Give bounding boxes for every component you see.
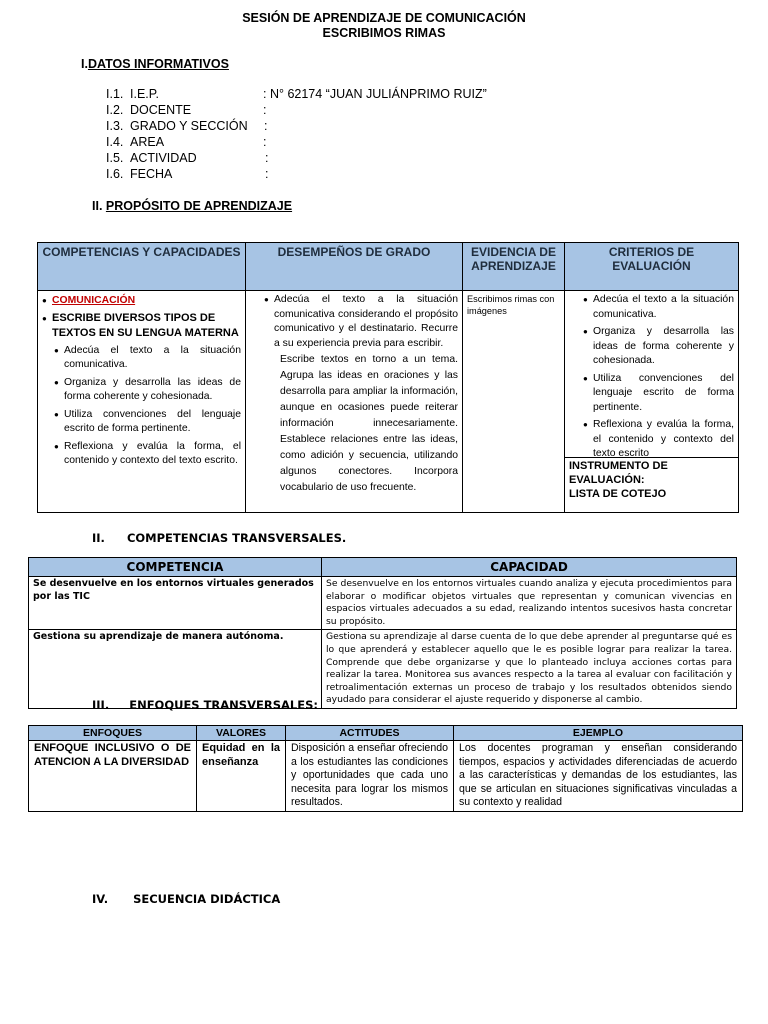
- info-label: DOCENTE: [130, 103, 192, 117]
- info-num: I.2.: [106, 103, 124, 117]
- info-label: GRADO Y SECCIÓN: [130, 119, 248, 133]
- capacidad-item: ● Organiza y desarrolla las ideas de forma coherente y cohesionada.: [54, 376, 241, 405]
- enfoques-table: [28, 725, 743, 812]
- valor-cell: Equidad en la enseñanza: [197, 741, 286, 812]
- section-title: DATOS INFORMATIVOS: [87, 57, 229, 71]
- area-item: [42, 294, 241, 309]
- header-enfoques: ENFOQUES: [29, 726, 197, 741]
- section-datos-heading: [81, 57, 229, 71]
- section-number: IV.: [92, 892, 109, 906]
- document-subtitle: ESCRIBIMOS RIMAS: [322, 26, 446, 40]
- instrumento-box: [565, 457, 738, 502]
- desempeno-text: Escribe textos en torno a un tema. Agrupa las ideas en oraciones y las desarrolla para ampliar la información, aunque en ocasiones puede reiterar información innecesariamente. Establece relaciones entre las ideas, como adición y secuencia, utilizando algunos conectores. Incorpora vocabulario de uso frecuente.: [280, 354, 458, 493]
- header-desempenos: DESEMPEÑOS DE GRADO: [246, 243, 463, 291]
- header-actitudes: ACTITUDES: [286, 726, 454, 741]
- cell-competencias: [38, 291, 246, 513]
- section-number: III.: [92, 698, 110, 712]
- competencia-cell: Se desenvuelve en los entornos virtuales generados por las TIC: [29, 577, 322, 630]
- capacidad-cell: Gestiona su aprendizaje al darse cuenta de lo que debe aprender al preguntarse qué es lo que aprenderá y establecer aquello que le es posible lograr para realizar la tarea. Comprende que debe organizarse y que lo planteado incluya acciones cortas para realizar la tarea. Monitorea sus avances respecto a la tarea al evaluar con facilitación y retroalimentación externas un proceso de trabajo y los resultados obtenidos siendo ayudado para considerar el ajuste requerido y disponerse al cambio.: [322, 630, 737, 709]
- info-value: :: [265, 167, 269, 181]
- info-value: : N° 62174 “JUAN JULIÁNPRIMO RUIZ”: [263, 87, 487, 101]
- document-title: SESIÓN DE APRENDIZAJE DE COMUNICACIÓN: [242, 11, 526, 25]
- section-proposito-heading: [92, 199, 292, 213]
- capacidad-item: ● Reflexiona y evalúa la forma, el contenido y contexto del texto escrito.: [54, 440, 241, 469]
- criterio-item: ● Organiza y desarrolla las ideas de forma coherente y cohesionada.: [583, 325, 734, 369]
- info-value: :: [264, 119, 268, 133]
- section-number: II.: [92, 199, 103, 213]
- criterio-item: ● Reflexiona y evalúa la forma, el contenido y contexto del texto escrito: [583, 418, 734, 457]
- info-value: :: [263, 135, 267, 149]
- section-number: II.: [92, 531, 105, 545]
- competencia-title: ● ESCRIBE DIVERSOS TIPOS DE TEXTOS EN SU LENGUA MATERNA: [42, 311, 241, 341]
- info-label: ACTIVIDAD: [130, 151, 197, 165]
- criterios-list: [565, 291, 738, 457]
- header-competencia: COMPETENCIA: [29, 558, 322, 577]
- header-competencias: COMPETENCIAS Y CAPACIDADES: [38, 243, 246, 291]
- area-label: COMUNICACIÓN: [52, 295, 136, 306]
- info-label: I.E.P.: [130, 87, 159, 101]
- section-title: COMPETENCIAS TRANSVERSALES.: [126, 531, 347, 545]
- capacidad-item: ● Utiliza convenciones del lenguaje escrito de forma pertinente.: [54, 408, 241, 437]
- cell-evidencia: Escribimos rimas con imágenes: [463, 291, 565, 513]
- transversales-table: [28, 557, 737, 709]
- section-title: SECUENCIA DIDÁCTICA: [133, 892, 281, 906]
- ejemplo-cell: Los docentes programan y enseñan considerando tiempos, espacios y actividades diferenciadas de acuerdo a las características y demandas de los estudiantes, las que se articulan en situaciones significativas vinculadas a su contexto y realidad: [454, 741, 743, 812]
- section-transversales-heading: [92, 531, 346, 545]
- section-title: ENFOQUES TRANSVERSALES:: [129, 698, 318, 712]
- info-num: I.4.: [106, 135, 124, 149]
- info-num: I.5.: [106, 151, 124, 165]
- header-evidencia: EVIDENCIA DE APRENDIZAJE: [463, 243, 565, 291]
- info-num: I.3.: [106, 119, 124, 133]
- cell-criterios: [565, 291, 739, 513]
- info-value: :: [263, 103, 267, 117]
- info-num: I.6.: [106, 167, 124, 181]
- capacidad-item: ● Adecúa el texto a la situación comunicativa.: [54, 344, 241, 373]
- header-criterios: CRITERIOS DE EVALUACIÓN: [565, 243, 739, 291]
- info-label: AREA: [130, 135, 165, 149]
- desempeno-item: ● Adecúa el texto a la situación comunicativa considerando el propósito comunicativo y el destinatario. Recurre a su experiencia previa para escribir.: [264, 293, 458, 351]
- competencia-cell: Gestiona su aprendizaje de manera autónoma.: [29, 630, 322, 709]
- section-enfoques-heading: [92, 698, 318, 712]
- proposito-table: [37, 242, 739, 513]
- section-title: PROPÓSITO DE APRENDIZAJE: [105, 199, 293, 213]
- instrumento-value: LISTA DE COTEJO: [569, 488, 667, 500]
- info-num: I.1.: [106, 87, 124, 101]
- criterio-item: ● Utiliza convenciones del lenguaje escrito de forma pertinente.: [583, 372, 734, 416]
- header-capacidad: CAPACIDAD: [322, 558, 737, 577]
- instrumento-label: INSTRUMENTO DE EVALUACIÓN:: [569, 460, 668, 486]
- capacidad-cell: Se desenvuelve en los entornos virtuales cuando analiza y ejecuta procedimientos para elaborar o modificar objetos virtuales que representan y comunican vivencias en espacios virtuales adecuados a su edad, realizando intentos sucesivos hasta concretar su propósito.: [322, 577, 737, 630]
- info-value: :: [265, 151, 269, 165]
- section-secuencia-heading: [92, 892, 280, 906]
- header-valores: VALORES: [197, 726, 286, 741]
- actitud-cell: Disposición a enseñar ofreciendo a los estudiantes las condiciones y oportunidades que cada uno necesita para lograr los mismos resultados.: [286, 741, 454, 812]
- info-label: FECHA: [130, 167, 173, 181]
- criterio-item: ● Adecúa el texto a la situación comunicativa.: [583, 293, 734, 322]
- cell-desempenos: [246, 291, 463, 513]
- enfoque-cell: ENFOQUE INCLUSIVO O DE ATENCION A LA DIVERSIDAD: [29, 741, 197, 812]
- header-ejemplo: EJEMPLO: [454, 726, 743, 741]
- section-number: I.: [81, 57, 88, 71]
